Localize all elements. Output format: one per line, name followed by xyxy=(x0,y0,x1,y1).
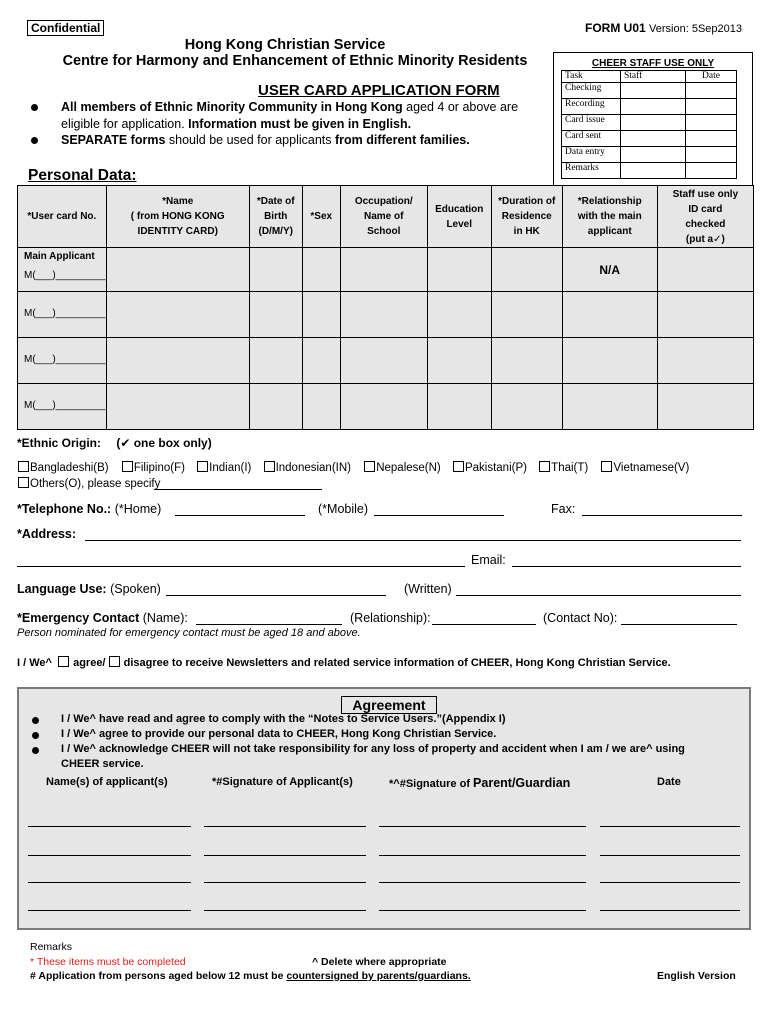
task-card-issue: Card issue xyxy=(562,115,621,131)
occupation-cell[interactable] xyxy=(340,248,427,292)
table-row xyxy=(18,384,754,430)
signature-line[interactable] xyxy=(28,855,191,856)
form-version: Version: 5Sep2013 xyxy=(649,23,742,35)
em-name-label: (Name): xyxy=(142,611,188,625)
telephone-row xyxy=(17,502,161,516)
checkbox-icon[interactable] xyxy=(122,461,133,472)
disagree-checkbox-icon[interactable] xyxy=(109,656,120,667)
checkbox-icon[interactable] xyxy=(18,477,29,488)
agreement-item-1: I / We^ have read and agree to comply with the “Notes to Service Users.”(Appendix I) xyxy=(61,713,506,725)
col-date: Date xyxy=(657,776,681,788)
signature-line[interactable] xyxy=(28,826,191,827)
intro-bold: All members of Ethnic Minority Community in Hong Kong xyxy=(61,100,403,114)
signature-line[interactable] xyxy=(600,910,740,911)
em-relationship-input[interactable] xyxy=(432,624,536,625)
others-input[interactable] xyxy=(154,489,322,490)
hdr-dob: *Date of Birth (D/M/Y) xyxy=(249,186,302,248)
sex-cell[interactable] xyxy=(302,292,340,338)
em-relationship-label: (Relationship): xyxy=(350,611,431,625)
name-cell[interactable] xyxy=(106,248,249,292)
newsletter-row xyxy=(17,656,671,669)
em-name-input[interactable] xyxy=(196,624,342,625)
sex-cell[interactable] xyxy=(302,384,340,430)
ethnic-hint: (✔ one box only) xyxy=(116,436,212,450)
ethnic-option[interactable]: Indian(I) xyxy=(197,462,251,474)
email-label: Email: xyxy=(471,553,506,567)
staff-cell[interactable] xyxy=(621,147,686,163)
checkbox-icon[interactable] xyxy=(601,461,612,472)
spoken-input[interactable] xyxy=(166,595,386,596)
emergency-note: Person nominated for emergency contact must be aged 18 and above. xyxy=(17,627,361,639)
col-parent-signature xyxy=(389,776,570,790)
written-input[interactable] xyxy=(456,595,741,596)
duration-cell[interactable] xyxy=(491,248,562,292)
hdr-relationship: *Relationship with the main applicant xyxy=(562,186,657,248)
form-title: USER CARD APPLICATION FORM xyxy=(258,82,500,99)
org-name: Hong Kong Christian Service xyxy=(184,37,386,53)
member-card-cell[interactable] xyxy=(18,338,107,384)
bullet-dot xyxy=(31,137,38,144)
task-data-entry: Data entry xyxy=(562,147,621,163)
hdr-card-no: *User card No. xyxy=(18,186,107,248)
duration-cell[interactable] xyxy=(491,338,562,384)
signature-line[interactable] xyxy=(204,855,366,856)
telephone-label: *Telephone No.: xyxy=(17,502,112,516)
remarks-label: Remarks xyxy=(30,941,73,953)
member-card-label: M(___)_________ xyxy=(24,270,106,281)
date-cell[interactable] xyxy=(686,83,737,99)
org-centre: Centre for Harmony and Enhancement of Ethnic Minority Residents xyxy=(62,53,528,69)
task-recording: Recording xyxy=(562,99,621,115)
address-input-2[interactable] xyxy=(17,566,465,567)
em-contact-label: (Contact No): xyxy=(543,611,618,625)
staff-cell[interactable] xyxy=(621,115,686,131)
ethnic-option[interactable]: Filipino(F) xyxy=(122,462,185,474)
hdr-education: Education Level xyxy=(427,186,491,248)
emergency-row xyxy=(17,611,188,625)
main-applicant-cell[interactable] xyxy=(18,248,107,292)
signature-line[interactable] xyxy=(204,910,366,911)
intro-line2 xyxy=(61,117,411,131)
hdr-name: *Name ( from HONG KONG IDENTITY CARD) xyxy=(106,186,249,248)
signature-line[interactable] xyxy=(28,910,191,911)
education-cell[interactable] xyxy=(427,248,491,292)
address-input-1[interactable] xyxy=(85,540,741,541)
staff-task-table xyxy=(561,70,737,179)
under12-note xyxy=(30,970,471,982)
dob-cell[interactable] xyxy=(249,384,302,430)
hdr-sex: *Sex xyxy=(302,186,340,248)
name-cell[interactable] xyxy=(106,292,249,338)
language-label: Language Use: xyxy=(17,582,107,596)
spoken-label: (Spoken) xyxy=(110,582,161,596)
checkbox-icon[interactable] xyxy=(539,461,550,472)
personal-data-heading: Personal Data: xyxy=(28,167,137,184)
signature-line[interactable] xyxy=(204,826,366,827)
english-version: English Version xyxy=(657,970,736,982)
staff-cell[interactable] xyxy=(621,131,686,147)
agreement-title: Agreement xyxy=(341,696,437,714)
relationship-cell[interactable] xyxy=(562,338,657,384)
intro-text: eligible for application. xyxy=(61,117,189,131)
member-card-label: M(___)_________ xyxy=(24,400,106,411)
checkbox-icon[interactable] xyxy=(364,461,375,472)
signature-line[interactable] xyxy=(600,882,740,883)
member-card-cell[interactable] xyxy=(18,292,107,338)
date-cell[interactable] xyxy=(686,115,737,131)
emergency-label: *Emergency Contact xyxy=(17,611,140,625)
dob-cell[interactable] xyxy=(249,338,302,384)
col-task: Task xyxy=(562,71,621,83)
staff-use-box xyxy=(553,52,753,190)
dob-cell[interactable] xyxy=(249,248,302,292)
occupation-cell[interactable] xyxy=(340,292,427,338)
agree-checkbox-icon[interactable] xyxy=(58,656,69,667)
checkbox-icon[interactable] xyxy=(453,461,464,472)
col-applicant-signature: *#Signature of Applicant(s) xyxy=(212,776,353,788)
intro-line1 xyxy=(61,100,518,114)
date-cell[interactable] xyxy=(686,147,737,163)
intro-bold: Information must be given in English. xyxy=(188,117,412,131)
disagree-label: disagree to receive Newsletters and related service information of CHEER, Hong Kong Christian Service. xyxy=(123,657,671,669)
confidential-label: Confidential xyxy=(27,20,104,36)
ethnic-option[interactable]: Bangladeshi(B) xyxy=(18,462,109,474)
bullet-dot xyxy=(32,717,39,724)
signature-line[interactable] xyxy=(379,826,586,827)
staff-cell[interactable] xyxy=(621,83,686,99)
date-cell[interactable] xyxy=(686,99,737,115)
col-date: Date xyxy=(686,71,737,83)
checkbox-icon[interactable] xyxy=(18,461,29,472)
name-cell[interactable] xyxy=(106,384,249,430)
email-input[interactable] xyxy=(512,566,741,567)
id-check-cell[interactable] xyxy=(657,292,753,338)
ethnic-option[interactable]: Vietnamese(V) xyxy=(601,462,689,474)
date-cell[interactable] xyxy=(686,131,737,147)
others-label: Others(O), please specify xyxy=(30,478,161,490)
occupation-cell[interactable] xyxy=(340,384,427,430)
table-row xyxy=(18,338,754,384)
bullet-dot xyxy=(31,104,38,111)
address-label: *Address: xyxy=(17,527,77,541)
intro-bold: SEPARATE forms xyxy=(61,133,166,147)
hdr-duration: *Duration of Residence in HK xyxy=(491,186,562,248)
checkbox-icon[interactable] xyxy=(264,461,275,472)
relationship-cell[interactable] xyxy=(562,384,657,430)
signature-line[interactable] xyxy=(28,882,191,883)
bullet-dot xyxy=(32,747,39,754)
education-cell[interactable] xyxy=(427,292,491,338)
col-staff: Staff xyxy=(621,71,686,83)
ethnic-option[interactable]: Nepalese(N) xyxy=(364,462,441,474)
sex-cell[interactable] xyxy=(302,248,340,292)
language-row xyxy=(17,582,161,596)
home-label: (*Home) xyxy=(114,502,162,516)
under12-text: # Application from persons aged below 12 must be xyxy=(30,970,287,982)
under12-underlined: countersigned by parents/guardians. xyxy=(286,970,471,982)
agree-label: agree/ xyxy=(73,657,106,669)
signature-line[interactable] xyxy=(600,826,740,827)
id-check-cell[interactable] xyxy=(657,248,753,292)
home-phone-input[interactable] xyxy=(175,515,305,516)
col-parent-word: Parent/Guardian xyxy=(473,776,571,790)
ethnic-options xyxy=(18,461,689,474)
required-note: * These items must be completed xyxy=(30,956,186,968)
agreement-item-3: I / We^ acknowledge CHEER will not take responsibility for any loss of property and accident when I am / we are^ using xyxy=(61,743,685,755)
hdr-staff-id-check: Staff use only ID card checked (put a✓) xyxy=(657,186,753,248)
agreement-item-2: I / We^ agree to provide our personal data to CHEER, Hong Kong Christian Service. xyxy=(61,728,497,740)
em-contact-input[interactable] xyxy=(621,624,737,625)
bullet-dot xyxy=(32,732,39,739)
col-parent-prefix: *^#Signature of xyxy=(389,778,474,790)
ethnic-others xyxy=(18,477,160,490)
ethnic-option[interactable]: Thai(T) xyxy=(539,462,588,474)
member-card-cell[interactable] xyxy=(18,384,107,430)
signature-line[interactable] xyxy=(379,855,586,856)
intro-bold: from different families. xyxy=(334,133,470,147)
hdr-occupation: Occupation/ Name of School xyxy=(340,186,427,248)
member-card-label: M(___)_________ xyxy=(24,354,106,365)
fax-label: Fax: xyxy=(551,502,576,516)
staff-cell[interactable] xyxy=(621,163,686,179)
member-card-label: M(___)_________ xyxy=(24,308,106,319)
table-row xyxy=(18,292,754,338)
main-applicant-label: Main Applicant xyxy=(24,251,95,262)
occupation-cell[interactable] xyxy=(340,338,427,384)
dob-cell[interactable] xyxy=(249,292,302,338)
staff-cell[interactable] xyxy=(621,99,686,115)
signature-line[interactable] xyxy=(379,882,586,883)
task-checking: Checking xyxy=(562,83,621,99)
intro-line3 xyxy=(61,133,470,147)
fax-input[interactable] xyxy=(582,515,742,516)
checkbox-icon[interactable] xyxy=(197,461,208,472)
duration-cell[interactable] xyxy=(491,384,562,430)
intro-text: aged 4 or above are xyxy=(402,100,519,114)
intro-text: should be used for applicants xyxy=(165,133,335,147)
ethnic-label: *Ethnic Origin: xyxy=(17,436,101,450)
task-card-sent: Card sent xyxy=(562,131,621,147)
col-applicant-names: Name(s) of applicant(s) xyxy=(46,776,168,788)
signature-line[interactable] xyxy=(600,855,740,856)
education-cell[interactable] xyxy=(427,338,491,384)
id-check-cell[interactable] xyxy=(657,384,753,430)
relationship-cell[interactable] xyxy=(562,292,657,338)
form-code: FORM U01 xyxy=(585,21,646,35)
id-check-cell[interactable] xyxy=(657,338,753,384)
personal-data-table xyxy=(17,185,754,430)
ethnic-option[interactable]: Pakistani(P) xyxy=(453,462,527,474)
name-cell[interactable] xyxy=(106,338,249,384)
written-label: (Written) xyxy=(404,582,452,596)
date-cell[interactable] xyxy=(686,163,737,179)
mobile-label: (*Mobile) xyxy=(318,502,369,516)
form-number xyxy=(585,21,742,35)
ethnic-option[interactable]: Indonesian(IN) xyxy=(264,462,351,474)
ethnic-origin-label xyxy=(17,436,212,450)
signature-line[interactable] xyxy=(204,882,366,883)
staff-box-title: CHEER STAFF USE ONLY xyxy=(591,58,715,69)
sex-cell[interactable] xyxy=(302,338,340,384)
duration-cell[interactable] xyxy=(491,292,562,338)
signature-line[interactable] xyxy=(379,910,586,911)
mobile-input[interactable] xyxy=(374,515,504,516)
task-remarks: Remarks xyxy=(562,163,621,179)
relationship-na: N/A xyxy=(562,248,657,292)
education-cell[interactable] xyxy=(427,384,491,430)
delete-note: ^ Delete where appropriate xyxy=(312,956,447,968)
newsletter-we: I / We^ xyxy=(17,657,52,669)
table-row xyxy=(18,248,754,292)
agreement-item-3-cont: CHEER service. xyxy=(61,758,144,770)
